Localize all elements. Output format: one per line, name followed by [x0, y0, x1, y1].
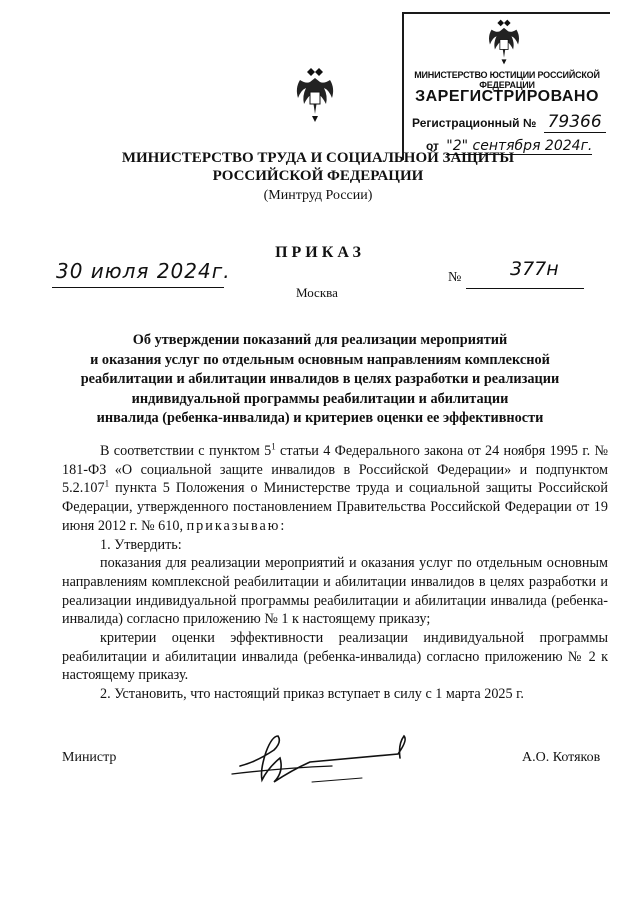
handwritten-signature: [222, 722, 422, 792]
preamble-paragraph: [62, 442, 608, 536]
coat-of-arms-icon: [292, 66, 338, 124]
signer-name: А.О. Котяков: [522, 750, 601, 765]
ministry-name: [68, 149, 568, 185]
clause-2: 2. Установить, что настоящий приказ вступает в силу с 1 марта 2025 г.: [100, 686, 524, 703]
document-title-line: Об утверждении показаний для реализации мероприятий: [132, 332, 508, 348]
ministry-short-name: (Минтруд России): [263, 188, 373, 203]
clause-1-a: показания для реализации мероприятий и оказания услуг по отдельным основным направлениям комплексной реабилитации и абилитации инвалидов в целях разработки и реализации индивидуальной программы реабилитации и абилитации инвалида (ребенка-инвалида) согласно приложению № 1 к настоящему приказу;: [62, 555, 608, 628]
coat-of-arms-icon: [484, 18, 524, 66]
order-number-label: №: [448, 270, 462, 285]
stamp-reg-number: 79366: [544, 112, 606, 133]
ministry-name-line2: РОССИЙСКОЙ ФЕДЕРАЦИИ: [212, 168, 424, 184]
preamble-part: статьи 4 Федерального закона от 24 ноября 1995 г. № 181-ФЗ «О социальной защите инвалидов в Российской Федерации» и подпунктом 5.2.107: [62, 443, 608, 497]
number-underline: [466, 288, 584, 289]
document-title-line: и оказания услуг по отдельным основным направлениям комплексной: [90, 351, 550, 368]
document-title-line: индивидуальной программы реабилитации и абилитации: [131, 390, 509, 407]
order-title: ПРИКАЗ: [275, 244, 365, 261]
order-date: 30 июля 2024г.: [56, 259, 231, 283]
clause-1-b: критерии оценки эффективности реализации индивидуальной программы реабилитации и абилитации инвалида (ребенка-инвалида) согласно приложению № 2 к настоящему приказу.: [62, 630, 608, 684]
stamp-status: ЗАРЕГИСТРИРОВАНО: [415, 88, 599, 105]
stamp-registration-line: [412, 112, 606, 132]
ministry-name-line1: МИНИСТЕРСТВО ТРУДА И СОЦИАЛЬНОЙ ЗАЩИТЫ: [121, 150, 515, 166]
preamble-part: пункта 5 Положения о Министерстве труда и социальной защиты Российской Федерации, утвержденного постановлением Правительства Российской Федерации от 19 июня 2012 г. № 610,: [62, 480, 608, 534]
superscript: 1: [271, 441, 276, 452]
stamp-date-prefix: от: [426, 139, 439, 153]
superscript: 1: [104, 478, 110, 489]
signer-role: Министр: [62, 750, 117, 765]
stamp-ministry: МИНИСТЕРСТВО ЮСТИЦИИ РОССИЙСКОЙ ФЕДЕРАЦИИ: [414, 70, 600, 90]
document-body: [62, 442, 608, 704]
stamp-date: "2" сентября 2024г.: [446, 138, 593, 154]
order-city: Москва: [296, 285, 338, 300]
stamp-reg-label: Регистрационный №: [412, 116, 537, 130]
order-number: 377н: [510, 258, 559, 280]
date-underline: [52, 287, 224, 288]
order-verb: приказываю:: [186, 517, 287, 534]
clause-1: 1. Утвердить:: [100, 536, 182, 553]
registration-stamp: [402, 12, 610, 160]
document-title-line: реабилитации и абилитации инвалидов в целях разработки и реализации: [80, 371, 560, 387]
preamble-part: В соответствии с пунктом 5: [100, 443, 272, 459]
document-title-line: инвалида (ребенка-инвалида) и критериев оценки ее эффективности: [96, 410, 544, 426]
document-title: [60, 331, 580, 429]
